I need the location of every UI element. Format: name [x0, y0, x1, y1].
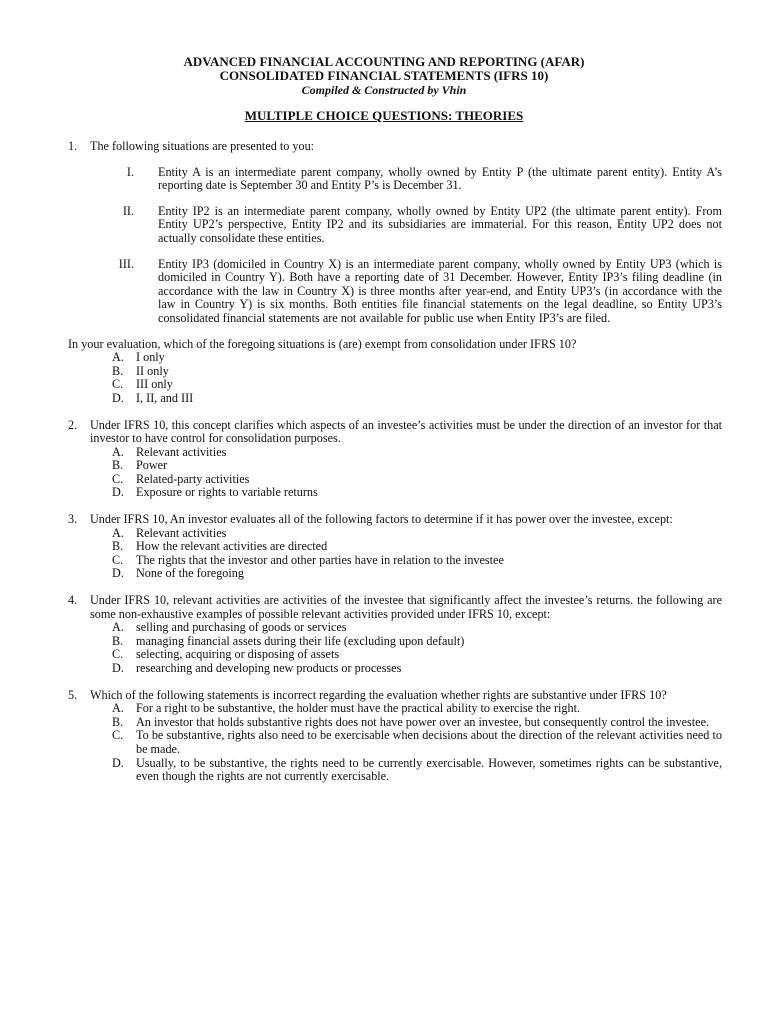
situation-item — [90, 258, 722, 326]
question-body — [90, 513, 722, 581]
option-letter: A. — [112, 620, 124, 635]
option-letter: C. — [112, 471, 124, 486]
question-number: 4. — [68, 593, 78, 608]
option-letter: A. — [112, 525, 124, 540]
option-item — [90, 621, 722, 635]
option-letter: C. — [112, 728, 124, 743]
option-text: I, II, and III — [136, 390, 194, 405]
question-number: 3. — [68, 512, 78, 527]
question-stem: Under IFRS 10, relevant activities are activities of the investee that significantly affect the investee’s returns. the following are some non-exhaustive examples of possible relevant activities provided under IFRS 10, except: — [90, 593, 722, 621]
question-number: 5. — [68, 687, 78, 702]
option-item — [90, 554, 722, 568]
option-letter: A. — [112, 701, 124, 716]
question-number: 1. — [68, 139, 78, 153]
option-text: To be substantive, rights also need to be exercisable when decisions about the direction of the relevant activities need to be made. — [136, 728, 722, 756]
question-1 — [68, 140, 722, 338]
option-item — [90, 716, 722, 730]
option-item — [90, 635, 722, 649]
document-header — [0, 0, 768, 123]
option-text: For a right to be substantive, the holder must have the practical ability to exercise the right. — [136, 701, 581, 716]
option-letter: A. — [112, 444, 124, 459]
option-letter: C. — [112, 647, 124, 662]
topic-title: CONSOLIDATED FINANCIAL STATEMENTS (IFRS 10) — [219, 68, 549, 83]
option-text: III only — [136, 377, 173, 392]
question-followup: In your evaluation, which of the foregoing situations is (are) exempt from consolidation under IFRS 10? — [68, 336, 577, 351]
option-text: The rights that the investor and other parties have in relation to the investee — [136, 552, 504, 567]
options-list — [90, 621, 722, 675]
question-4 — [68, 594, 722, 676]
option-item — [90, 648, 722, 662]
option-letter: B. — [112, 363, 124, 378]
option-letter: B. — [112, 458, 124, 473]
option-item — [90, 473, 722, 487]
option-text: Relevant activities — [136, 525, 227, 540]
option-item — [90, 351, 722, 365]
situations-list — [90, 166, 722, 326]
option-letter: B. — [112, 539, 124, 554]
option-text: How the relevant activities are directed — [136, 539, 328, 554]
option-item — [90, 567, 722, 581]
option-text: II only — [136, 363, 169, 378]
options-list — [68, 351, 722, 405]
situation-numeral: III. — [118, 256, 134, 271]
question-number: 2. — [68, 417, 78, 432]
option-item — [90, 729, 722, 756]
question-3 — [68, 513, 722, 581]
question-stem: Which of the following statements is incorrect regarding the evaluation whether rights are substantive under IFRS 10? — [90, 687, 667, 702]
situation-numeral: II. — [122, 203, 134, 218]
situation-numeral: I. — [126, 164, 134, 179]
option-text: Exposure or rights to variable returns — [136, 485, 318, 500]
option-letter: D. — [112, 390, 124, 405]
option-text: selling and purchasing of goods or services — [136, 620, 347, 635]
option-text: Related-party activities — [136, 471, 250, 486]
options-list — [90, 446, 722, 500]
option-letter: D. — [112, 485, 124, 500]
course-title: ADVANCED FINANCIAL ACCOUNTING AND REPORTING (AFAR) — [183, 54, 585, 69]
option-item — [90, 486, 722, 500]
option-item — [90, 459, 722, 473]
option-item — [90, 527, 722, 541]
options-list — [90, 527, 722, 581]
question-2 — [68, 419, 722, 501]
situation-item — [90, 166, 722, 193]
question-1-followup-block — [68, 338, 722, 406]
situation-text: Entity IP3 (domiciled in Country X) is an intermediate parent company, wholly owned by Entity UP3 (which is domiciled in Country Y). Both have a reporting date of 31 December. However, Entity IP3’s filing deadline (in accordance with the law in Country X) is three months after year-end, and Entity UP3’s (in accordance with the law in Country Y) is six months. Both entities file financial statements on the legal deadline, so Entity UP3’s consolidated financial statements are not available for public use when Entity IP3’s are filed. — [158, 256, 722, 325]
option-text: selecting, acquiring or disposing of assets — [136, 647, 340, 662]
option-item — [90, 702, 722, 716]
question-5 — [68, 689, 722, 784]
question-body — [90, 594, 722, 676]
option-text: An investor that holds substantive rights does not have power over an investee, but consequently control the investee. — [136, 714, 710, 729]
option-item — [90, 757, 722, 784]
option-letter: B. — [112, 633, 124, 648]
option-letter: C. — [112, 377, 124, 392]
option-text: Usually, to be substantive, the rights need to be currently exercisable. However, sometimes rights can be substantive, even though the rights are not currently exercisable. — [136, 755, 722, 784]
situation-text: Entity IP2 is an intermediate parent company, wholly owned by Entity UP2 (the ultimate parent entity). From Entity UP2’s perspective, Entity IP2 and its subsidiaries are immaterial. For this reason, Entity UP2 does not actually consolidate these entities. — [158, 203, 722, 245]
option-letter: A. — [112, 350, 124, 365]
options-list — [90, 702, 722, 784]
question-body — [90, 689, 722, 784]
option-item — [90, 662, 722, 676]
option-text: None of the foregoing — [136, 566, 244, 581]
option-letter: D. — [112, 661, 124, 675]
option-text: researching and developing new products or processes — [136, 661, 402, 675]
option-item — [90, 365, 722, 379]
question-stem: The following situations are presented to you: — [90, 139, 315, 153]
section-title: MULTIPLE CHOICE QUESTIONS: THEORIES — [244, 108, 524, 123]
question-body — [90, 140, 722, 338]
option-letter: D. — [112, 566, 124, 581]
question-stem: Under IFRS 10, this concept clarifies which aspects of an investee’s activities must be under the direction of an investor for that investor to have control for consolidation purposes. — [90, 417, 722, 446]
option-item — [90, 446, 722, 460]
option-text: Power — [136, 458, 168, 473]
question-body — [90, 419, 722, 501]
questions-list — [68, 140, 722, 797]
option-text: managing financial assets during their life (excluding upon default) — [136, 633, 465, 648]
option-letter: B. — [112, 714, 124, 729]
situation-text: Entity A is an intermediate parent company, wholly owned by Entity P (the ultimate parent entity). Entity A’s reporting date is September 30 and Entity P’s is December 31. — [158, 164, 722, 193]
option-text: I only — [136, 350, 165, 365]
question-stem: Under IFRS 10, An investor evaluates all of the following factors to determine if it has power over the investee, except: — [90, 512, 673, 527]
option-letter: C. — [112, 552, 124, 567]
situation-item — [90, 205, 722, 246]
option-item — [90, 392, 722, 406]
option-letter: D. — [112, 755, 124, 770]
option-item — [90, 540, 722, 554]
option-text: Relevant activities — [136, 444, 227, 459]
author-line: Compiled & Constructed by Vhin — [301, 83, 467, 97]
option-item — [90, 378, 722, 392]
